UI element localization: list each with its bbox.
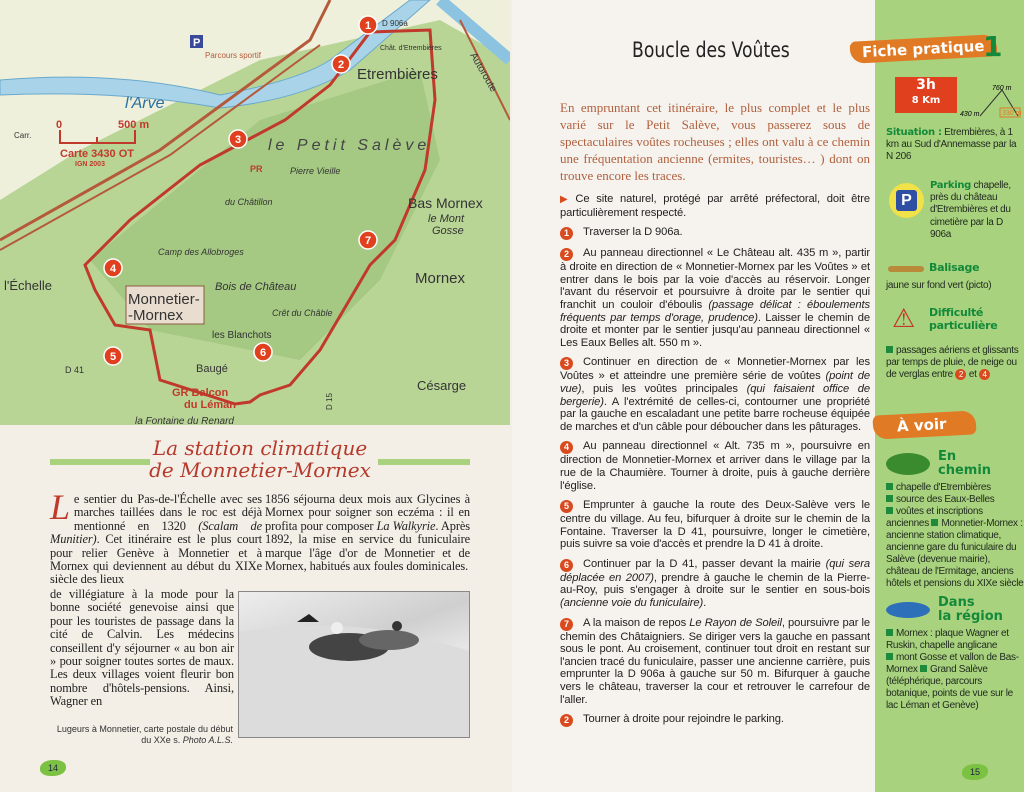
duration-distance-badge <box>895 77 957 113</box>
parking-icon-bg <box>889 183 924 218</box>
label-mont-gosse-2: Gosse <box>432 225 464 237</box>
route-step: 3 Continuer en direction de « Monnetier-Mornex par les Voûtes » et atteindre une première série de voûtes (point de vue), puis les voûtes principales (qui faisaient office de bergerie). A l'extrémité de celles-ci, contourner une propriété par la gauche en escaladant une petite barre rocheuse équipée de marches et d'un câble pour déboucher dans les pâturages. <box>560 356 871 433</box>
path-icon <box>886 453 930 475</box>
step-number: 6 <box>560 559 573 572</box>
fiche-number: 1 <box>983 30 1003 63</box>
a-voir-tag: À voir <box>872 410 977 439</box>
label-arve: l'Arve <box>125 95 165 112</box>
difficulte-info: passages aériens et glissants par temps de pluie, de neige ou de verglas entre 2 et 4 <box>886 345 1019 381</box>
article-column-1-cont: de villégiature à la mode pour la bonne société genevoise ainsi que pour les touristes de passage dans la cité de Calvin. Les médecins conseillent d'y séjourner « au bon air » pour soigner toutes sortes de maux. Les deux villages voient fleurir bon nombre d'hôtels-pensions. Ainsi, Wagner en <box>50 587 234 709</box>
region-list: Mornex : plaque Wagner et Ruskin, chapelle anglicane mont Gosse et vallon de Bas-Mornex Grand Salève (téléphérique, parcours botanique, points de vue sur le lac Léman et Genève) <box>886 628 1019 711</box>
label-blanchots: les Blanchots <box>212 330 272 341</box>
article-heading-2: de Monnetier-Mornex <box>149 458 371 482</box>
scale-zero: 0 <box>56 119 63 131</box>
route-marker-number: 3 <box>234 134 242 146</box>
route-marker-number: 6 <box>259 347 267 359</box>
route-step: 5 Emprunter à gauche la route des Deux-Salève vers le centre du village. Au feu, bifurquer à droite sur le chemin de la Fontaine. Traverser la D 41, poursuivre, longer le cimetière, puis suivre sa voie d'accès et prendre la D 41 à droite. <box>560 499 870 551</box>
route-step: 7 A la maison de repos Le Rayon de Soleil, poursuivre par le chemin des Châtaigniers. Se diriger vers la gauche en passant sous le pont. Au croisement, continuer tout droit en restant sur l'ancien tracé du funiculaire, passer une ancienne carrière, puis emprunter la D 906a à gauche sur 50 m. Bifurquer à gauche vers le château, traverser la cour et retrouver le carrefour de l'aller. <box>560 616 870 706</box>
label-cret: Crêt du Châble <box>272 308 333 318</box>
page-number-left: 14 <box>40 760 66 776</box>
elevation-icon <box>960 82 1022 118</box>
label-petit-saleve: le Petit Salève <box>268 137 431 154</box>
label-chatillon: du Châtillon <box>225 197 273 207</box>
label-echelle: l'Échelle <box>4 278 53 293</box>
historic-photo-lugeurs <box>238 591 470 738</box>
label-fontaine: la Fontaine du Renard <box>135 416 234 425</box>
label-etrembieres: Etrembières <box>357 66 438 83</box>
a-voir-section <box>886 448 1024 718</box>
step-number: 3 <box>560 357 573 370</box>
route-description <box>560 99 870 727</box>
step-list <box>560 226 870 727</box>
fiche-pratique-tag: Fiche pratique <box>850 34 997 64</box>
step-number: 1 <box>560 227 573 240</box>
scale-max: 500 m <box>118 119 150 131</box>
parking-info: Parking chapelle, près du château d'Etrembières et du cimetière par la D 906a <box>930 180 1011 240</box>
label-autoroute: Autoroute <box>467 51 499 95</box>
parking-icon: P <box>896 190 917 211</box>
label-camp: Camp des Allobroges <box>158 247 244 257</box>
route-marker-number: 4 <box>109 263 117 275</box>
label-pierre: Pierre Vieille <box>290 166 341 176</box>
route-marker-number: 1 <box>364 20 372 32</box>
topographic-map <box>0 0 510 425</box>
label-monnetier-2: -Mornex <box>128 307 184 324</box>
balisage-label: Balisage <box>929 261 980 274</box>
difficulte-label: Difficulté particulière <box>929 306 998 332</box>
route-step: 6 Continuer par la D 41, passer devant la mairie (qui sera déplacée en 2007), prendre à gauche le chemin de la Pierre-au-Roy, puis s'engager à droite sur le sentier en sous-bois (ancienne voie du funiculaire). <box>560 557 870 610</box>
label-d906a: D 906a <box>382 19 408 28</box>
drop-cap: L <box>50 487 70 527</box>
photo-caption: Lugeurs à Monnetier, carte postale du début du XXe s. Photo A.L.S. <box>56 724 233 745</box>
step-number: 2 <box>560 248 573 261</box>
label-parcours: Parcours sportif <box>205 51 262 60</box>
warning-icon: ⚠ <box>892 303 916 333</box>
duration: 3h <box>916 77 936 93</box>
intro-text: En empruntant cet itinéraire, le plus complet et le plus varié sur le Petit Salève, vous passerez sous de spectaculaires voûtes rocheuses ; elles ont valu à ce chemin une fréquentation ancienne (ermites, touristes… ) dont on trouve encore les traces. <box>560 100 870 183</box>
region-icon <box>886 602 930 618</box>
alt-max: 760 m <box>992 85 1012 92</box>
article-heading-1: La station climatique <box>152 436 368 460</box>
route-marker-number: 7 <box>364 235 372 247</box>
route-step: 2 Au panneau directionnel « Le Château alt. 435 m », partir à droite en direction de « Monnetier-Mornex par les Voûtes » et entrer dans le bois par la voie d'accès au réservoir. Longer l'avant du réservoir et poursuivre à droite par le sentier qui franchit un couloir d'éboulis (passage délicat : éboulements fréquents par temps d'orage, prudence). Laisser le chemin de droite et monter par le sentier jusqu'au panneau directionnel « Les Eaux Belles alt. 550 m ». <box>560 247 870 349</box>
label-pr: PR <box>250 164 263 174</box>
step-number: 2 <box>560 714 573 727</box>
label-carr: Carr. <box>14 131 32 140</box>
label-mont-gosse: le Mont <box>428 213 465 225</box>
waymark-icon <box>888 266 924 272</box>
notice: ▶ Ce site naturel, protégé par arrêté préfectoral, doit être particulièrement respecté. <box>560 193 870 219</box>
label-bas-mornex: Bas Mornex <box>408 195 483 211</box>
label-bois: Bois de Château <box>215 281 297 293</box>
distance: 8 Km <box>911 95 941 106</box>
route-title: Boucle des Voûtes <box>632 38 790 62</box>
label-mornex: Mornex <box>415 270 466 287</box>
en-chemin-heading: En chemin <box>938 449 992 478</box>
label-d41: D 41 <box>65 365 85 375</box>
route-step: 4 Au panneau directionnel « Alt. 735 m », poursuivre en direction de Monnetier-Mornex et arriver dans le village par la rue de la Chaumière. Tourner à droite, puis à gauche derrière l'église. <box>560 440 870 492</box>
step-number: 5 <box>560 500 573 513</box>
label-bauge: Baugé <box>196 363 228 375</box>
scale-ign: IGN 2003 <box>75 161 105 168</box>
label-d15: D 15 <box>325 393 334 410</box>
scale-carte: Carte 3430 OT <box>60 148 134 160</box>
alt-min: 430 m <box>960 111 980 118</box>
label-chateau: Chât. d'Etrembières <box>380 45 442 52</box>
route-marker-number: 2 <box>337 59 345 71</box>
article-column-2: 1856 séjourna deux mois aux Glycines à Mornex pour soigner son eczéma : il en profita pour composer La Walkyrie. Après 1892, la mise en service du funiculaire marque l'âge d'or de Monnetier et de Mornex, habitués aux foules dominicales. <box>265 492 471 574</box>
route-marker-number: 5 <box>109 351 117 363</box>
label-gr-2: du Léman <box>184 399 236 411</box>
arrow-icon: ▶ <box>560 194 572 205</box>
region-heading: Dans la région <box>938 595 1003 624</box>
en-chemin-list: chapelle d'Etrembières source des Eaux-Belles voûtes et inscriptions anciennes Monnetier-Mornex : ancienne station climatique, ancienne gare du funiculaire du Salève (devenue mairie), château de l'Ermitage, anciens hôtels et pensions du XIXe siècle <box>886 482 1024 589</box>
situation: Situation : Etrembières, à 1 km au Sud d'Annemasse par la N 206 <box>886 127 1017 163</box>
label-gr: GR Balcon <box>172 387 229 399</box>
route-step: 1 Traverser la D 906a. <box>560 226 870 240</box>
step-number: 7 <box>560 618 573 631</box>
label-cesarge: Césarge <box>417 378 467 393</box>
step-number: 4 <box>560 441 573 454</box>
alt-diff: 330 m <box>1002 110 1022 117</box>
parking-letter: P <box>193 37 201 49</box>
page-number-right: 15 <box>962 764 988 780</box>
label-monnetier: Monnetier- <box>128 291 200 308</box>
route-step: 2 Tourner à droite pour rejoindre le parking. <box>560 713 870 727</box>
balisage-info: jaune sur fond vert (picto) <box>886 280 992 291</box>
article-column-1: Le sentier du Pas-de-l'Échelle avec ses marches taillées dans le roc est déjà mentionné en 1320 (Scalam de Munitier). Cet itinéraire est le plus court pour relier Genève à Monnetier et à Mornex qui deviennent au début du XIXe siècle des lieux <box>50 487 262 587</box>
